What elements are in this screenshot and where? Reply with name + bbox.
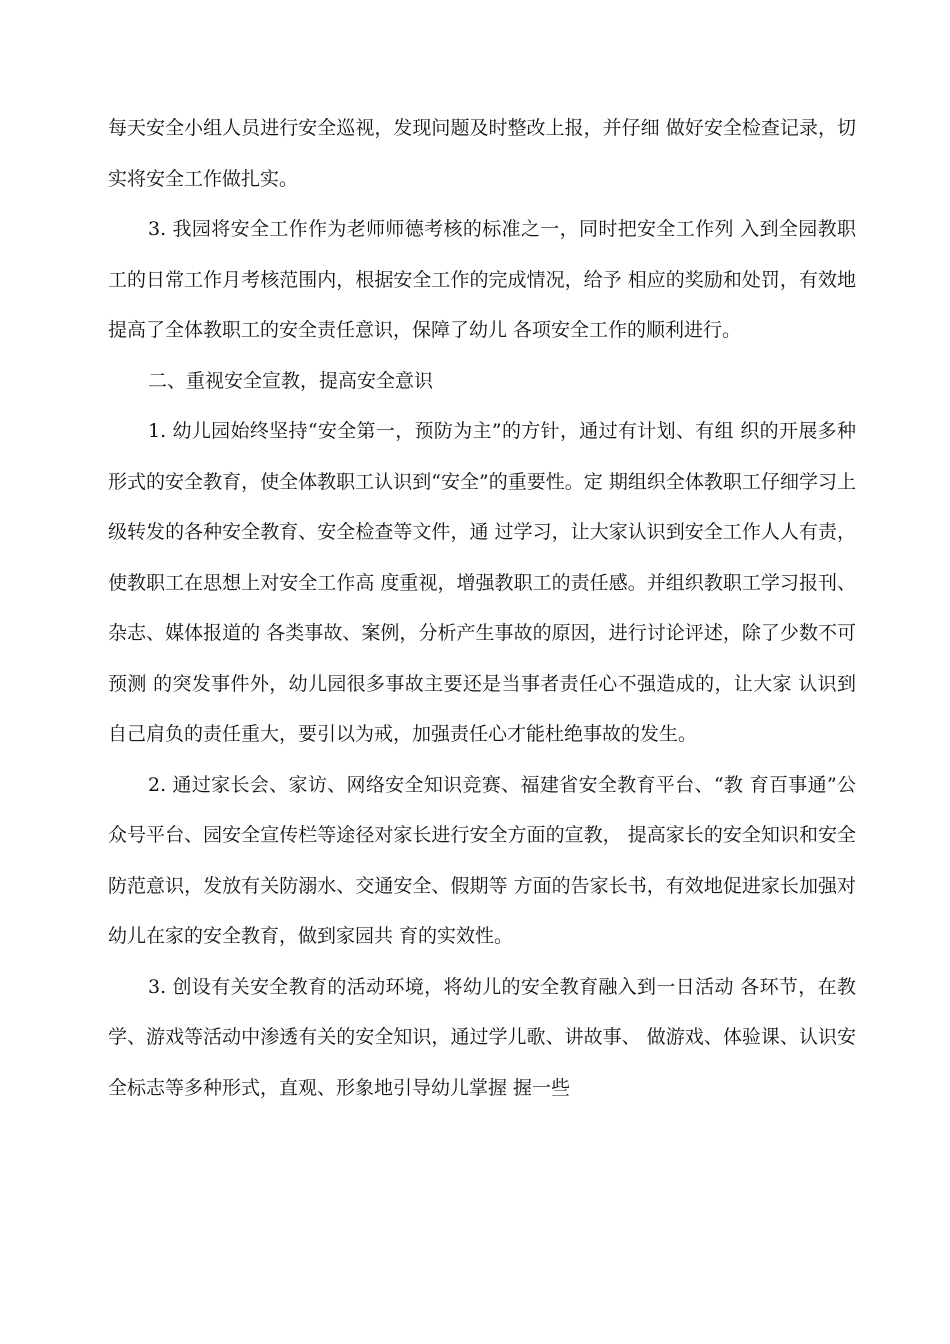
paragraph-child-activities: 3. 创设有关安全教育的活动环境，将幼儿的安全教育融入到一日活动 各环节，在教学、游戏等活动中渗透有关的安全知识，通过学儿歌、讲故事、 做游戏、体验课、认识安全标志等多种形式，直观、形象地引导幼儿掌握 握一些 (108, 975, 856, 1099)
paragraph-parent-education: 2. 通过家长会、家访、网络安全知识竞赛、福建省安全教育平台、“教 育百事通”公众号平台、园安全宣传栏等途径对家长进行安全方面的宣教， 提高家长的安全知识和安全防范意识，发放有关防溺水、交通安全、假期等 方面的告家长书，有效地促进家长加强对幼儿在家的安全教育，做到家园共 育的实效性。 (108, 773, 856, 947)
paragraph-teacher-assessment: 3. 我园将安全工作作为老师师德考核的标准之一，同时把安全工作列 入到全园教职工的日常工作月考核范围内，根据安全工作的完成情况，给予 相应的奖励和处罚，有效地提高了全体教职工的安全责任意识，保障了幼儿 各项安全工作的顺利进行。 (108, 218, 856, 341)
paragraph-safety-patrol: 每天安全小组人员进行安全巡视，发现问题及时整改上报，并仔细 做好安全检查记录，切实将安全工作做扎实。 (108, 117, 856, 190)
section-heading-safety-education: 二、重视安全宣教，提高安全意识 (148, 369, 434, 392)
document-body (108, 103, 856, 1113)
paragraph-staff-education: 1. 幼儿园始终坚持“安全第一，预防为主”的方针，通过有计划、有组 织的开展多种形式的安全教育，使全体教职工认识到“安全”的重要性。定 期组织全体教职工仔细学习上级转发的各种安全教育、安全检查等文件，通 过学习，让大家认识到安全工作人人有责，使教职工在思想上对安全工作高 度重视，增强教职工的责任感。并组织教职工学习报刊、杂志、媒体报道的 各类事故、案例，分析产生事故的原因，进行讨论评述，除了少数不可预测 的突发事件外，幼儿园很多事故主要还是当事者责任心不强造成的，让大家 认识到自己肩负的责任重大，要引以为戒，加强责任心才能杜绝事故的发生。 (108, 420, 856, 745)
